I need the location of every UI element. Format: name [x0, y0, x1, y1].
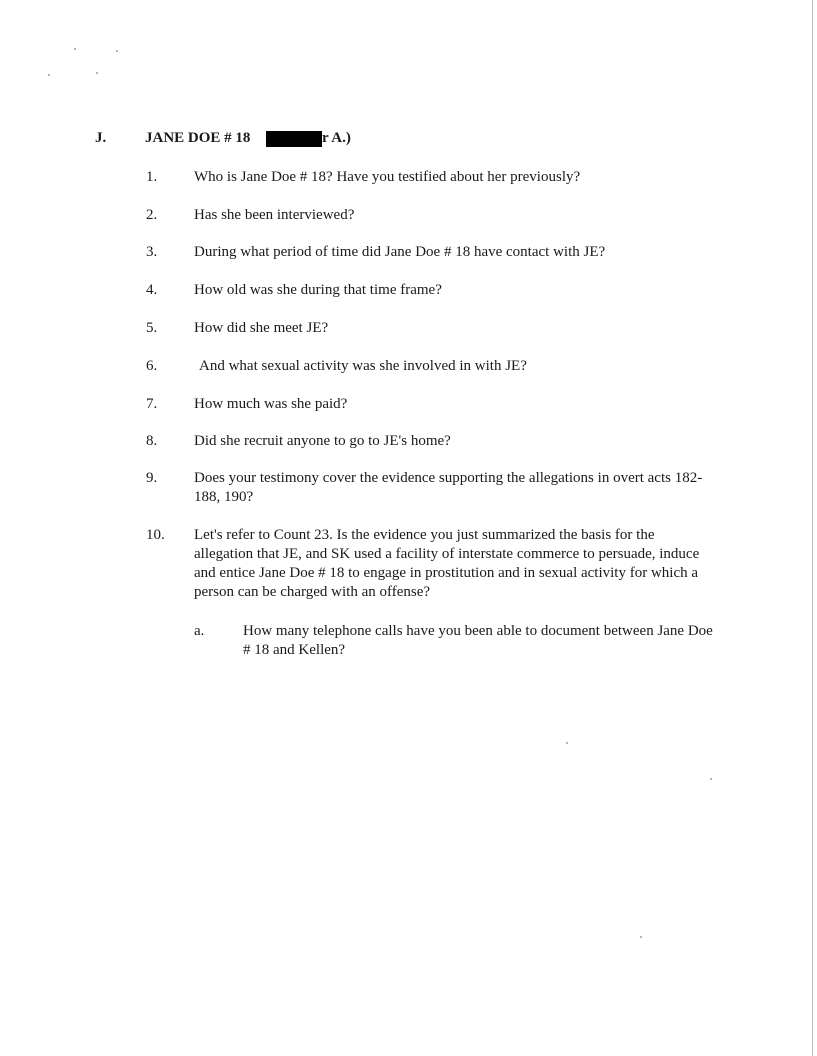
item-text: Did she recruit anyone to go to JE's home? — [194, 433, 451, 449]
scan-speck — [640, 936, 642, 938]
item-text: Let's refer to Count 23. Is the evidence you just summarized the basis for the allegation that JE, and SK used a facility of interstate commerce to persuade, induce and entice Jane Doe # 18 to engage in prostitution and in sexual activity for which a person can be charged with an offense? — [194, 527, 700, 600]
item-number: 5. — [146, 320, 158, 336]
item-text: How did she meet JE? — [194, 320, 329, 336]
section-letter: J. — [95, 130, 107, 146]
section-heading — [0, 130, 817, 150]
item-number: 2. — [146, 207, 158, 223]
item-text: How much was she paid? — [194, 396, 348, 412]
scan-speck — [710, 778, 712, 780]
item-text: During what period of time did Jane Doe # 18 have contact with JE? — [194, 244, 606, 260]
item-text: Has she been interviewed? — [194, 207, 355, 223]
redaction-bar — [266, 131, 322, 147]
item-number: 9. — [146, 470, 158, 486]
scan-speck — [96, 72, 98, 74]
item-text: How old was she during that time frame? — [194, 282, 442, 298]
scan-speck — [116, 50, 118, 52]
item-text: Who is Jane Doe # 18? Have you testified about her previously? — [194, 169, 581, 185]
scan-speck — [566, 742, 568, 744]
item-number: 10. — [146, 527, 165, 543]
section-name: JANE DOE # 18 — [145, 130, 251, 146]
item-number: 3. — [146, 244, 158, 260]
scan-speck — [74, 48, 76, 50]
item-number: 6. — [146, 358, 158, 374]
scan-edge-line — [812, 0, 813, 1056]
sub-item-letter: a. — [194, 623, 205, 639]
item-number: 7. — [146, 396, 158, 412]
scan-speck — [48, 74, 50, 76]
item-number: 8. — [146, 433, 158, 449]
item-text: And what sexual activity was she involved in with JE? — [199, 358, 527, 374]
item-text: Does your testimony cover the evidence supporting the allegations in overt acts 182-188, 190? — [194, 470, 703, 505]
item-number: 1. — [146, 169, 158, 185]
section-name-tail: r A.) — [322, 130, 351, 146]
item-number: 4. — [146, 282, 158, 298]
sub-item-text: How many telephone calls have you been able to document between Jane Doe # 18 and Kellen? — [243, 623, 713, 658]
